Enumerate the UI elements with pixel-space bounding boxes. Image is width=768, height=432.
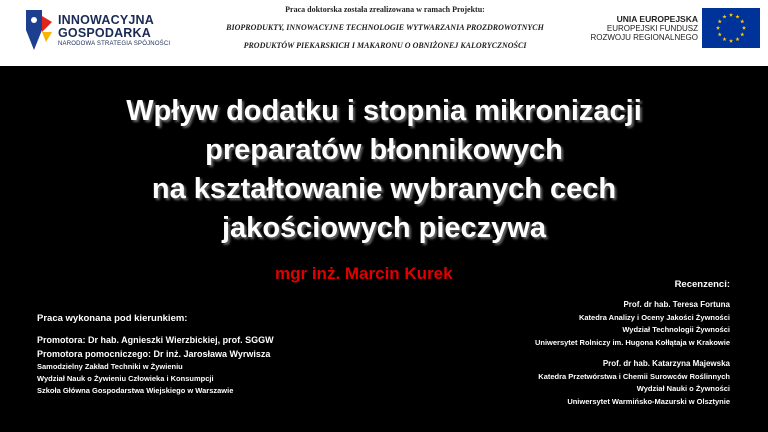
project-intro: Praca doktorska została zrealizowana w ramach Projektu: (285, 5, 485, 14)
supervision-label: Praca wykonana pod kierunkiem: (37, 313, 188, 324)
reviewers-block (535, 299, 730, 408)
assistant-promoter: Promotora pomocniczego: Dr inż. Jarosława Wyrwisza (37, 349, 271, 359)
reviewer-1-faculty: Wydział Technologii Żywności (622, 325, 730, 334)
reviewer-2-name: Prof. dr hab. Katarzyna Majewska (602, 359, 730, 368)
reviewer-2-university: Uniwersytet Warmińsko-Mazurski w Olsztynie (567, 396, 730, 406)
eu-text-block (580, 14, 698, 42)
presentation-title (40, 92, 728, 248)
promoter: Promotora: Dr hab. Agnieszki Wierzbickiej, prof. SGGW (37, 335, 274, 345)
reviewer-1-department: Katedra Analizy i Oceny Jakości Żywności (578, 312, 730, 322)
reviewer-1-name: Prof. dr hab. Teresa Fortuna (623, 300, 730, 309)
innowacyjna-gospodarka-logo (24, 6, 174, 56)
header-bar (0, 0, 768, 66)
reviewers-label: Recenzenci: (674, 279, 730, 290)
eu-line-1: UNIA EUROPEJSKA (616, 14, 698, 24)
innovative-economy-logo-icon (24, 8, 54, 52)
reviewer-2-faculty: Wydział Nauki o Żywności (636, 384, 730, 393)
eu-line-3: ROZWOJU REGIONALNEGO (590, 33, 698, 42)
logo-line-3: NARODOWA STRATEGIA SPÓJNOŚCI (58, 41, 171, 47)
supervision-block (37, 313, 274, 395)
unit-line-3: Szkoła Główna Gospodarstwa Wiejskiego w Warszawie (37, 386, 234, 395)
logo-line-2: GOSPODARKA (58, 26, 151, 40)
unit-line-1: Samodzielny Zakład Techniki w Żywieniu (37, 362, 183, 371)
project-info (200, 5, 570, 50)
title-line-4: jakościowych pieczywa (222, 212, 546, 244)
title-line-2: preparatów błonnikowych (205, 134, 563, 166)
reviewer-1-university: Uniwersytet Rolniczy im. Hugona Kołłątaja w Krakowie (534, 337, 730, 347)
eu-flag-icon (702, 8, 760, 48)
project-title-line-2: PRODUKTÓW PIEKARSKICH I MAKARONU O OBNIŻONEJ KALORYCZNOŚCI (243, 41, 527, 50)
title-line-3: na kształtowanie wybranych cech (151, 173, 617, 205)
unit-line-2: Wydział Nauk o Żywieniu Człowieka i Konsumpcji (37, 374, 214, 383)
logo-line-1: INNOWACYJNA (58, 13, 154, 27)
eu-line-2: EUROPEJSKI FUNDUSZ (606, 24, 698, 33)
project-title-line-1: BIOPRODUKTY, INNOWACYJNE TECHNOLOGIE WYTWARZANIA PROZDROWOTNYCH (226, 23, 544, 32)
title-line-1: Wpływ dodatku i stopnia mikronizacji (126, 95, 642, 127)
reviewer-2-department: Katedra Przetwórstwa i Chemii Surowców Roślinnych (538, 371, 730, 381)
author-name: mgr inż. Marcin Kurek (275, 264, 453, 283)
